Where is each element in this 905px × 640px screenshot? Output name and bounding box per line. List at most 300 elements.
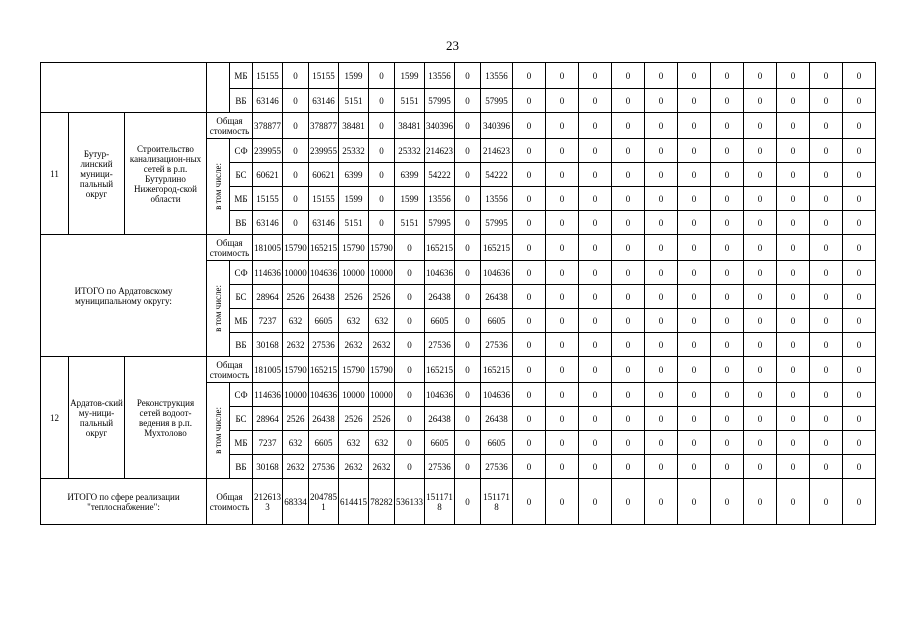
- value-cell: 0: [678, 333, 711, 357]
- value-cell: 632: [283, 309, 309, 333]
- value-cell: 0: [513, 383, 546, 407]
- value-cell: 63146: [253, 211, 283, 235]
- value-cell: 5151: [395, 89, 425, 113]
- value-cell: 6399: [395, 163, 425, 187]
- value-cell: 0: [579, 479, 612, 525]
- value-cell: 13556: [481, 63, 513, 89]
- value-cell: 0: [546, 89, 579, 113]
- value-cell: 38481: [395, 113, 425, 139]
- value-cell: 239955: [309, 139, 339, 163]
- value-cell: 2526: [283, 407, 309, 431]
- value-cell: 214623: [481, 139, 513, 163]
- funding-source: МБ: [230, 309, 253, 333]
- value-cell: 2632: [369, 455, 395, 479]
- value-cell: 340396: [425, 113, 455, 139]
- value-cell: 0: [777, 431, 810, 455]
- of-which-text: в том числе:: [213, 285, 223, 332]
- value-cell: 0: [455, 89, 481, 113]
- value-cell: 0: [455, 407, 481, 431]
- value-cell: 15790: [339, 235, 369, 261]
- value-cell: 632: [369, 431, 395, 455]
- value-cell: 0: [843, 63, 876, 89]
- value-cell: 165215: [425, 235, 455, 261]
- value-cell: 0: [369, 113, 395, 139]
- value-cell: 0: [546, 479, 579, 525]
- value-cell: 165215: [481, 235, 513, 261]
- value-cell: 181005: [253, 357, 283, 383]
- value-cell: 165215: [309, 235, 339, 261]
- value-cell: 0: [744, 285, 777, 309]
- value-cell: 0: [395, 357, 425, 383]
- value-cell: 0: [455, 309, 481, 333]
- value-cell: 0: [369, 211, 395, 235]
- value-cell: 0: [612, 261, 645, 285]
- value-cell: 0: [612, 211, 645, 235]
- value-cell: 0: [612, 113, 645, 139]
- value-cell: 2047851: [309, 479, 339, 525]
- value-cell: 0: [810, 479, 843, 525]
- value-cell: 0: [810, 211, 843, 235]
- value-cell: 27536: [481, 455, 513, 479]
- value-cell: 0: [513, 479, 546, 525]
- value-cell: 0: [395, 455, 425, 479]
- value-cell: 2632: [369, 333, 395, 357]
- value-cell: 0: [513, 139, 546, 163]
- value-cell: 0: [777, 63, 810, 89]
- value-cell: 6605: [425, 431, 455, 455]
- value-cell: 0: [744, 89, 777, 113]
- value-cell: 0: [711, 285, 744, 309]
- value-cell: 0: [513, 261, 546, 285]
- value-cell: 0: [711, 407, 744, 431]
- value-cell: 0: [546, 163, 579, 187]
- value-cell: 165215: [309, 357, 339, 383]
- value-cell: 30168: [253, 455, 283, 479]
- value-cell: 0: [395, 309, 425, 333]
- value-cell: 614415: [339, 479, 369, 525]
- value-cell: 0: [283, 211, 309, 235]
- value-cell: 0: [678, 357, 711, 383]
- value-cell: 0: [678, 455, 711, 479]
- value-cell: 0: [395, 431, 425, 455]
- value-cell: 0: [513, 211, 546, 235]
- value-cell: 340396: [481, 113, 513, 139]
- value-cell: 0: [777, 407, 810, 431]
- value-cell: 0: [843, 89, 876, 113]
- value-cell: 15790: [283, 357, 309, 383]
- value-cell: 536133: [395, 479, 425, 525]
- value-cell: 0: [843, 261, 876, 285]
- value-cell: 2526: [369, 285, 395, 309]
- value-cell: 104636: [425, 383, 455, 407]
- value-cell: 0: [455, 163, 481, 187]
- value-cell: 0: [810, 235, 843, 261]
- value-cell: 26438: [425, 407, 455, 431]
- value-cell: 0: [810, 407, 843, 431]
- value-cell: 27536: [309, 455, 339, 479]
- funding-source: ВБ: [230, 455, 253, 479]
- project-name: Реконструкция сетей водоот-ведения в р.п. Мухтолово: [125, 357, 207, 479]
- value-cell: 0: [678, 187, 711, 211]
- value-cell: 1599: [395, 63, 425, 89]
- value-cell: 632: [339, 431, 369, 455]
- value-cell: 2632: [339, 455, 369, 479]
- value-cell: 0: [283, 89, 309, 113]
- value-cell: 0: [744, 455, 777, 479]
- value-cell: 1511718: [425, 479, 455, 525]
- value-cell: 0: [579, 285, 612, 309]
- value-cell: 15790: [339, 357, 369, 383]
- value-cell: 0: [810, 163, 843, 187]
- value-cell: 0: [843, 383, 876, 407]
- value-cell: 0: [711, 113, 744, 139]
- value-cell: 0: [810, 285, 843, 309]
- value-cell: 57995: [481, 211, 513, 235]
- project-area: Бутур-линский муници-пальный округ: [69, 113, 125, 235]
- value-cell: 0: [645, 383, 678, 407]
- value-cell: 0: [744, 163, 777, 187]
- value-cell: 0: [579, 309, 612, 333]
- value-cell: 0: [777, 113, 810, 139]
- value-cell: 0: [678, 63, 711, 89]
- value-cell: 0: [455, 63, 481, 89]
- value-cell: 0: [645, 285, 678, 309]
- value-cell: 0: [645, 455, 678, 479]
- value-cell: 0: [744, 357, 777, 383]
- value-cell: 0: [546, 383, 579, 407]
- value-cell: 0: [645, 89, 678, 113]
- value-cell: 0: [513, 235, 546, 261]
- value-cell: 0: [513, 163, 546, 187]
- value-cell: 2632: [283, 455, 309, 479]
- value-cell: 0: [744, 211, 777, 235]
- value-cell: 15790: [369, 357, 395, 383]
- total-cost-label: Общая стоимость: [207, 479, 253, 525]
- value-cell: 0: [513, 89, 546, 113]
- total-cost-label: Общая стоимость: [207, 235, 253, 261]
- value-cell: 0: [777, 261, 810, 285]
- value-cell: 6605: [309, 309, 339, 333]
- value-cell: 0: [711, 235, 744, 261]
- value-cell: 1511718: [481, 479, 513, 525]
- value-cell: 60621: [253, 163, 283, 187]
- value-cell: 0: [612, 285, 645, 309]
- value-cell: 0: [645, 187, 678, 211]
- table-row: [41, 113, 876, 139]
- value-cell: 632: [369, 309, 395, 333]
- value-cell: 0: [744, 383, 777, 407]
- value-cell: 0: [369, 163, 395, 187]
- value-cell: 0: [777, 139, 810, 163]
- value-cell: 0: [395, 407, 425, 431]
- value-cell: 27536: [425, 333, 455, 357]
- of-which-label: [207, 261, 230, 357]
- value-cell: 0: [395, 333, 425, 357]
- funding-source: МБ: [230, 63, 253, 89]
- value-cell: 0: [678, 89, 711, 113]
- value-cell: 0: [645, 309, 678, 333]
- value-cell: 0: [579, 211, 612, 235]
- value-cell: 0: [283, 187, 309, 211]
- value-cell: 7237: [253, 431, 283, 455]
- value-cell: 0: [579, 261, 612, 285]
- value-cell: 0: [843, 407, 876, 431]
- value-cell: 2526: [369, 407, 395, 431]
- value-cell: 26438: [309, 285, 339, 309]
- value-cell: 0: [546, 309, 579, 333]
- value-cell: 0: [645, 407, 678, 431]
- value-cell: 0: [369, 63, 395, 89]
- value-cell: 13556: [425, 187, 455, 211]
- value-cell: 1599: [339, 187, 369, 211]
- value-cell: 6605: [425, 309, 455, 333]
- empty-left-cell: [41, 63, 207, 113]
- value-cell: 0: [744, 261, 777, 285]
- value-cell: 0: [546, 211, 579, 235]
- value-cell: 0: [843, 139, 876, 163]
- value-cell: 0: [579, 113, 612, 139]
- value-cell: 239955: [253, 139, 283, 163]
- table-row: [41, 235, 876, 261]
- value-cell: 0: [546, 63, 579, 89]
- value-cell: 0: [612, 187, 645, 211]
- value-cell: 6605: [309, 431, 339, 455]
- value-cell: 78282: [369, 479, 395, 525]
- page-number: 23: [446, 38, 459, 53]
- of-which-text: в том числе:: [213, 407, 223, 454]
- value-cell: 0: [455, 211, 481, 235]
- value-cell: 38481: [339, 113, 369, 139]
- value-cell: 25332: [395, 139, 425, 163]
- value-cell: 0: [711, 431, 744, 455]
- value-cell: 0: [579, 455, 612, 479]
- of-which-label: [207, 383, 230, 479]
- value-cell: 104636: [481, 261, 513, 285]
- value-cell: 0: [777, 455, 810, 479]
- value-cell: 10000: [339, 383, 369, 407]
- value-cell: 0: [645, 261, 678, 285]
- value-cell: 0: [579, 333, 612, 357]
- value-cell: 0: [744, 431, 777, 455]
- value-cell: 0: [369, 89, 395, 113]
- total-label: ИТОГО по сфере реализации "теплоснабжение":: [41, 479, 207, 525]
- value-cell: 0: [612, 235, 645, 261]
- value-cell: 0: [810, 357, 843, 383]
- value-cell: 2526: [283, 285, 309, 309]
- value-cell: 0: [546, 235, 579, 261]
- value-cell: 0: [513, 285, 546, 309]
- value-cell: 27536: [425, 455, 455, 479]
- value-cell: 0: [645, 357, 678, 383]
- value-cell: 2632: [283, 333, 309, 357]
- value-cell: 0: [711, 479, 744, 525]
- value-cell: 0: [810, 113, 843, 139]
- total-label: ИТОГО по Ардатовскому муниципальному округу:: [41, 235, 207, 357]
- value-cell: 0: [678, 407, 711, 431]
- value-cell: 15155: [253, 63, 283, 89]
- value-cell: 0: [843, 113, 876, 139]
- value-cell: 104636: [309, 383, 339, 407]
- value-cell: 0: [744, 113, 777, 139]
- value-cell: 0: [546, 139, 579, 163]
- value-cell: 57995: [425, 89, 455, 113]
- value-cell: 0: [612, 89, 645, 113]
- value-cell: 25332: [339, 139, 369, 163]
- value-cell: 0: [843, 479, 876, 525]
- value-cell: 15790: [369, 235, 395, 261]
- value-cell: 0: [843, 455, 876, 479]
- value-cell: 0: [843, 187, 876, 211]
- value-cell: 0: [678, 261, 711, 285]
- value-cell: 0: [455, 333, 481, 357]
- value-cell: 0: [612, 407, 645, 431]
- value-cell: 0: [777, 235, 810, 261]
- value-cell: 1599: [339, 63, 369, 89]
- value-cell: 0: [579, 357, 612, 383]
- value-cell: 5151: [339, 211, 369, 235]
- value-cell: 15155: [309, 63, 339, 89]
- value-cell: 0: [455, 187, 481, 211]
- value-cell: 0: [612, 479, 645, 525]
- of-which-text: в том числе:: [213, 163, 223, 210]
- value-cell: 0: [612, 139, 645, 163]
- value-cell: 0: [744, 479, 777, 525]
- value-cell: 0: [369, 187, 395, 211]
- project-number: 12: [41, 357, 69, 479]
- value-cell: 0: [455, 235, 481, 261]
- value-cell: 0: [810, 89, 843, 113]
- value-cell: 165215: [481, 357, 513, 383]
- value-cell: 0: [546, 333, 579, 357]
- value-cell: 0: [777, 309, 810, 333]
- value-cell: 0: [579, 163, 612, 187]
- value-cell: 15155: [253, 187, 283, 211]
- value-cell: 2632: [339, 333, 369, 357]
- value-cell: 0: [843, 431, 876, 455]
- value-cell: 6605: [481, 431, 513, 455]
- funding-source: ВБ: [230, 333, 253, 357]
- value-cell: 0: [711, 455, 744, 479]
- value-cell: 27536: [309, 333, 339, 357]
- funding-source: ВБ: [230, 211, 253, 235]
- value-cell: 0: [744, 235, 777, 261]
- value-cell: 10000: [369, 383, 395, 407]
- value-cell: 0: [678, 211, 711, 235]
- value-cell: 0: [546, 261, 579, 285]
- value-cell: 632: [283, 431, 309, 455]
- value-cell: 0: [711, 89, 744, 113]
- value-cell: 0: [513, 455, 546, 479]
- value-cell: 0: [455, 261, 481, 285]
- value-cell: 28964: [253, 407, 283, 431]
- value-cell: 0: [810, 333, 843, 357]
- total-cost-label: Общая стоимость: [207, 113, 253, 139]
- value-cell: 0: [711, 187, 744, 211]
- value-cell: 0: [283, 139, 309, 163]
- value-cell: 0: [455, 357, 481, 383]
- table-row: [41, 357, 876, 383]
- value-cell: 0: [678, 235, 711, 261]
- value-cell: 10000: [339, 261, 369, 285]
- value-cell: 0: [455, 479, 481, 525]
- value-cell: 0: [645, 431, 678, 455]
- value-cell: 632: [339, 309, 369, 333]
- value-cell: 63146: [309, 89, 339, 113]
- value-cell: 0: [777, 479, 810, 525]
- value-cell: 27536: [481, 333, 513, 357]
- value-cell: 0: [283, 63, 309, 89]
- value-cell: 0: [678, 285, 711, 309]
- funding-source: МБ: [230, 187, 253, 211]
- value-cell: 10000: [283, 383, 309, 407]
- value-cell: 104636: [481, 383, 513, 407]
- value-cell: 0: [711, 333, 744, 357]
- value-cell: 0: [513, 309, 546, 333]
- value-cell: 378877: [253, 113, 283, 139]
- value-cell: 6605: [481, 309, 513, 333]
- value-cell: 0: [645, 163, 678, 187]
- value-cell: 0: [579, 407, 612, 431]
- value-cell: 0: [744, 139, 777, 163]
- value-cell: 165215: [425, 357, 455, 383]
- value-cell: 0: [579, 383, 612, 407]
- value-cell: 15155: [309, 187, 339, 211]
- value-cell: 0: [744, 63, 777, 89]
- value-cell: 0: [843, 163, 876, 187]
- value-cell: 54222: [425, 163, 455, 187]
- value-cell: 0: [711, 139, 744, 163]
- value-cell: 0: [645, 63, 678, 89]
- value-cell: 378877: [309, 113, 339, 139]
- value-cell: 0: [612, 333, 645, 357]
- value-cell: 30168: [253, 333, 283, 357]
- value-cell: 0: [843, 285, 876, 309]
- value-cell: 0: [777, 357, 810, 383]
- value-cell: 5151: [395, 211, 425, 235]
- value-cell: 0: [546, 407, 579, 431]
- value-cell: 0: [843, 333, 876, 357]
- table-row: [41, 63, 876, 89]
- value-cell: 0: [612, 357, 645, 383]
- funding-source: БС: [230, 285, 253, 309]
- value-cell: 0: [579, 139, 612, 163]
- value-cell: 0: [455, 431, 481, 455]
- value-cell: 0: [395, 383, 425, 407]
- value-cell: 0: [546, 187, 579, 211]
- value-cell: 0: [612, 455, 645, 479]
- value-cell: 0: [645, 139, 678, 163]
- value-cell: 214623: [425, 139, 455, 163]
- value-cell: 0: [744, 333, 777, 357]
- value-cell: 0: [744, 407, 777, 431]
- value-cell: 0: [579, 187, 612, 211]
- value-cell: 0: [579, 89, 612, 113]
- value-cell: 0: [744, 309, 777, 333]
- value-cell: 0: [711, 309, 744, 333]
- value-cell: 0: [513, 333, 546, 357]
- value-cell: 0: [455, 383, 481, 407]
- value-cell: 15790: [283, 235, 309, 261]
- value-cell: 114636: [253, 261, 283, 285]
- value-cell: 0: [810, 139, 843, 163]
- funding-source: ВБ: [230, 89, 253, 113]
- value-cell: 0: [369, 139, 395, 163]
- value-cell: 0: [455, 455, 481, 479]
- value-cell: 0: [579, 235, 612, 261]
- value-cell: 26438: [309, 407, 339, 431]
- value-cell: 0: [283, 113, 309, 139]
- value-cell: 60621: [309, 163, 339, 187]
